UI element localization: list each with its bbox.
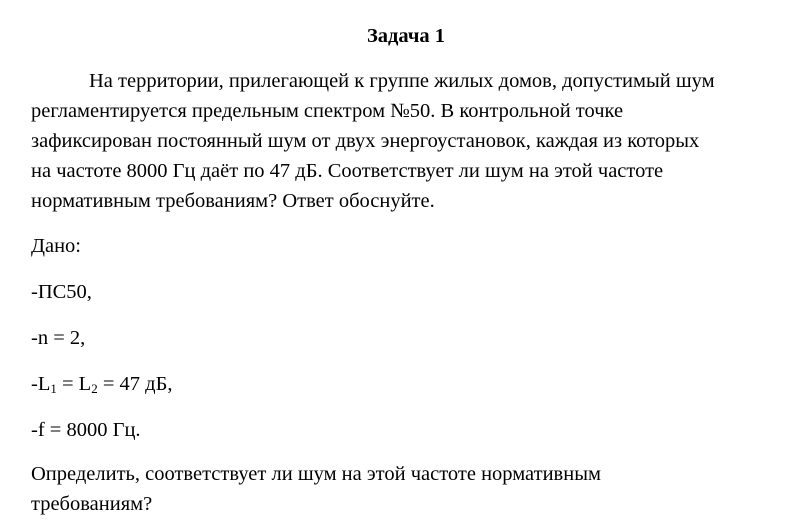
given-label: Дано: — [31, 235, 81, 257]
levels-subscript-1: 1 — [50, 381, 57, 396]
levels-middle: = L — [56, 373, 92, 395]
levels-prefix: -L — [31, 373, 51, 395]
given-item-spectrum: -ПС50, — [31, 281, 92, 303]
levels-suffix: = 47 дБ, — [97, 373, 173, 395]
given-item-frequency: -f = 8000 Гц. — [31, 419, 141, 441]
question-line: требованиям? — [31, 493, 153, 515]
problem-statement — [31, 66, 781, 216]
given-item-levels — [31, 369, 172, 399]
given-item-count: -n = 2, — [31, 327, 86, 349]
task-title: Задача 1 — [366, 25, 446, 47]
problem-line: регламентируется предельным спектром №50. В контрольной точке — [31, 100, 624, 122]
problem-line: На территории, прилегающей к группе жилых домов, допустимый шум — [89, 70, 715, 92]
question-line: Определить, соответствует ли шум на этой частоте нормативным — [31, 463, 601, 485]
levels-subscript-2: 2 — [91, 381, 98, 396]
problem-line: нормативным требованиям? Ответ обоснуйте. — [31, 190, 435, 212]
question — [31, 459, 781, 519]
problem-line: зафиксирован постоянный шум от двух энергоустановок, каждая из которых — [31, 130, 700, 152]
problem-line: на частоте 8000 Гц даёт по 47 дБ. Соответствует ли шум на этой частоте — [31, 160, 664, 182]
